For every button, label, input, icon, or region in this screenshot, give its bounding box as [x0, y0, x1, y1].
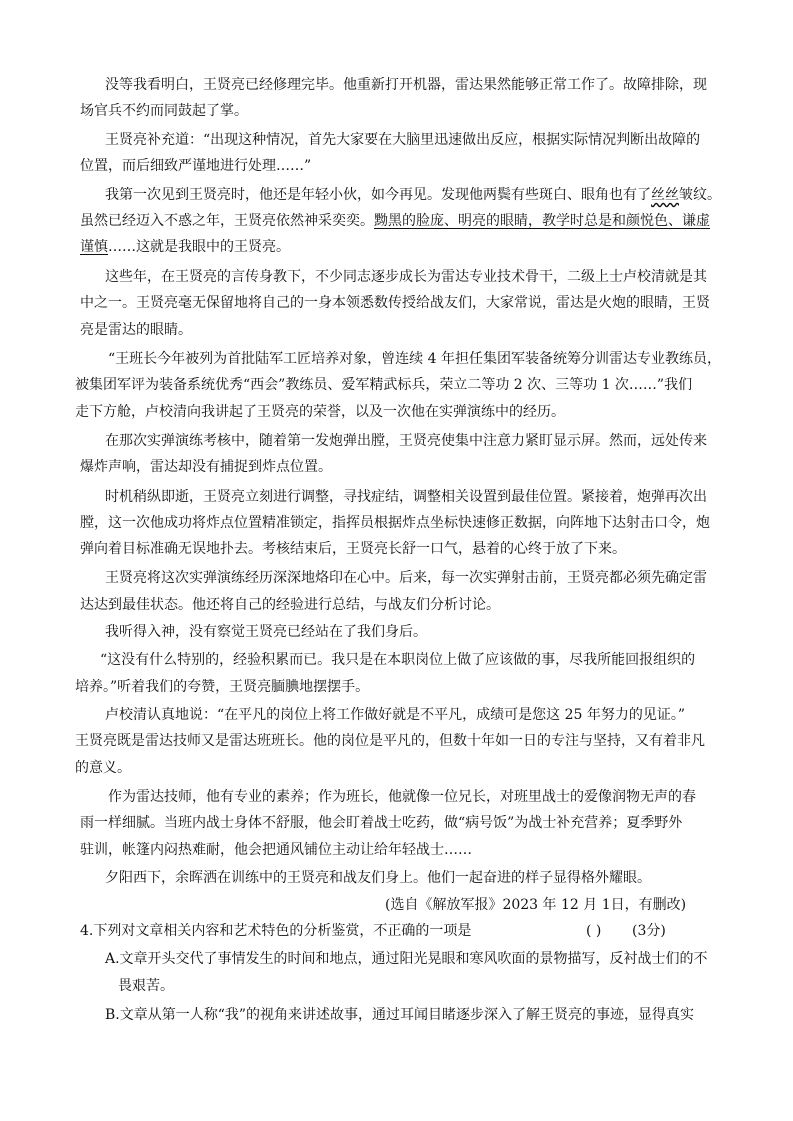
p3-underlined-end: 谨慎: [80, 239, 108, 255]
p7-line2: 膛，这一次他成功将炸点位置精准锁定，指挥员根据炸点坐标快速修正数据，向阵地下达射击口令，炮: [80, 515, 710, 531]
option-b-line1: B.文章从第一人称“我”的视角来讲述故事，通过耳闻目睹逐步深入了解王贤亮的事迹，显得真实: [105, 1007, 695, 1023]
question-stem: 4.下列对文章相关内容和艺术特色的分析鉴赏，不正确的一项是: [80, 923, 472, 939]
p4-line3: 亮是雷达的眼睛。: [80, 322, 192, 338]
p12-line3: 驻训，帐篷内闷热难耐，他会把通风铺位主动让给年轻战士……: [80, 842, 472, 858]
p8-line2: 达达到最佳状态。他还将自己的经验进行总结，与战友们分析讨论。: [80, 597, 500, 613]
p6-line2: 爆炸声响，雷达却没有捕捉到炸点位置。: [80, 459, 332, 475]
p8-line1: 王贤亮将这次实弹演练经历深深地烙印在心中。后来，每一次实弹射击前，王贤亮都必须先确定雷: [105, 570, 707, 586]
p1-line2: 场官兵不约而同鼓起了掌。: [80, 103, 248, 119]
p9-line1: 我听得入神，没有察觉王贤亮已经站在了我们身后。: [105, 624, 427, 640]
p2-line1: 王贤亮补充道：“出现这种情况，首先大家要在大脑里迅速做出反应，根据实际情况判断出故障的: [105, 132, 701, 148]
p13-line1: 夕阳西下，余晖洒在训练中的王贤亮和战友们身上。他们一起奋进的样子显得格外耀眼。: [105, 870, 651, 886]
p7-line3: 弹向着目标准确无误地扑去。考核结束后，王贤亮长舒一口气，悬着的心终于放了下来。: [80, 541, 626, 557]
p6-line1: 在那次实弹演练考核中，随着第一发炮弹出膛，王贤亮使集中注意力紧盯显示屏。然而，远处传来: [105, 433, 707, 449]
p3-line1-before: 我第一次见到王贤亮时，他还是年轻小伙，如今再见。发现他两鬓有些斑白、眼角也有了: [105, 187, 651, 203]
p5-line2: 被集团军评为装备系统优秀“西会”教练员、爱军精武标兵，荣立二等功 2 次、三等功 1 次……”我们: [75, 377, 693, 393]
p3-line2-before: 虽然已经迈入不惑之年，王贤亮依然神采奕奕。: [80, 213, 374, 229]
p12-line1: 作为雷达技师，他有专业的素养；作为班长，他就像一位兄长，对班里战士的爱像润物无声的春: [108, 789, 696, 805]
p3-line2: [80, 211, 710, 231]
p5-line1: “王班长今年被列为首批陆军工匠培养对象，曾连续 4 年担任集团军装备统筹分训雷达专业教练员，: [108, 351, 721, 367]
p11-line3: 的意义。: [75, 760, 131, 776]
p10-line1: “这没有什么特别的，经验积累而已。我只是在本职岗位上做了应该做的事，尽我所能回报组织的: [100, 652, 696, 668]
p3-wavy-phrase: 丝丝: [651, 187, 679, 203]
p3-line1-after: 皱纹。: [679, 187, 721, 203]
p12-line2: 雨一样细腻。当班内战士身体不舒服，他会盯着战士吃药，做“病号饭”为战士补充营养；夏季野外: [80, 815, 683, 831]
option-a-line2: 畏艰苦。: [118, 978, 174, 994]
p3-line3: [80, 237, 290, 257]
p10-line2: 培养。”听着我们的夸赞，王贤亮腼腆地摆摆手。: [75, 679, 370, 695]
p3-line3-after: ……这就是我眼中的王贤亮。: [108, 239, 290, 255]
p2-line2: 位置，而后细致严谨地进行处理……”: [80, 158, 312, 174]
question-score: (3分): [632, 923, 666, 939]
p7-line1: 时机稍纵即逝，王贤亮立刻进行调整，寻找症结，调整相关设置到最佳位置。紧接着，炮弹再次出: [105, 489, 707, 505]
option-a-line1: A.文章开头交代了事情发生的时间和地点，通过阳光晃眼和寒风吹面的景物描写，反衬战士们的不: [105, 951, 708, 967]
p1-line1: 没等我看明白，王贤亮已经修理完毕。他重新打开机器，雷达果然能够正常工作了。故障排除，现: [105, 77, 707, 93]
p11-line2: 王贤亮既是雷达技师又是雷达班班长。他的岗位是平凡的，但数十年如一日的专注与坚持，又有着非凡: [75, 733, 705, 749]
p11-line1: 卢校清认真地说：“在平凡的岗位上将工作做好就是不平凡，成绩可是您这 25 年努力的见证。”: [105, 707, 686, 723]
p3-underlined-sentence: 黝黑的脸庞、明亮的眼睛，教学时总是和颜悦色、谦虚: [374, 213, 710, 229]
p4-line2: 中之一。王贤亮毫无保留地将自己的一身本领悉数传授给战友们，大家常说，雷达是火炮的眼睛，王贤: [80, 295, 710, 311]
p3-line1: [105, 185, 721, 205]
p4-line1: 这些年，在王贤亮的言传身教下，不少同志逐步成长为雷达专业技术骨干，二级上士卢校清就是其: [105, 269, 707, 285]
answer-blank: ( ): [586, 923, 602, 939]
p5-line3: 走下方舱，卢校清向我讲起了王贤亮的荣誉，以及一次他在实弹演练中的经历。: [75, 404, 565, 420]
source-citation: (选自《解放军报》2023 年 12 月 1日，有删改): [385, 897, 687, 913]
